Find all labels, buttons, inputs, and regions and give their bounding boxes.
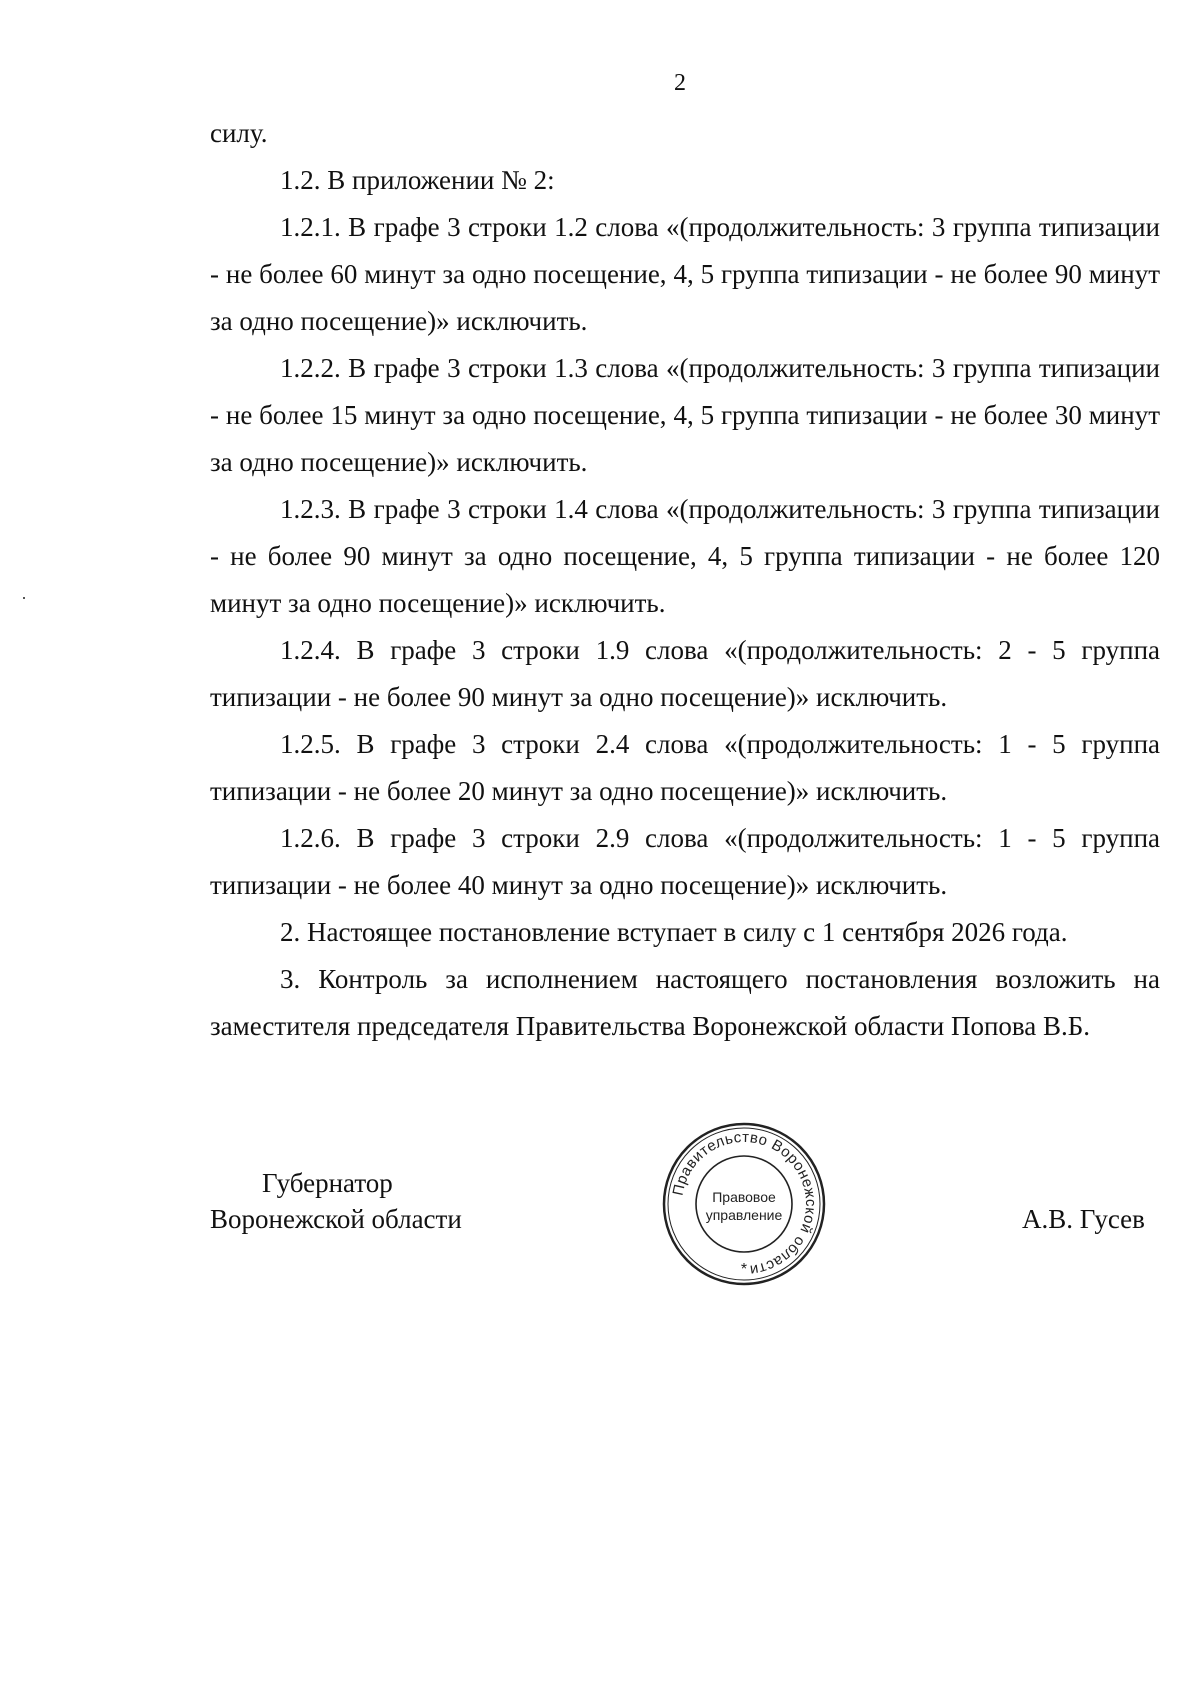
signatory-region: Воронежской области bbox=[210, 1204, 462, 1234]
stamp-inner-line2: управление bbox=[705, 1207, 783, 1223]
paragraph-1-2-4: 1.2.4. В графе 3 строки 1.9 слова «(продолжительность: 2 - 5 группа типизации - не более 90 минут за одно посещение)» исключить. bbox=[210, 635, 1160, 712]
stamp-star-mark: * bbox=[740, 1261, 748, 1278]
signatory-name: А.В. Гусев bbox=[1022, 1204, 1145, 1234]
signatory-title: Губернатор bbox=[262, 1168, 393, 1198]
page-number: 2 bbox=[674, 70, 686, 96]
signatory-position bbox=[210, 1165, 462, 1237]
paragraph-1-2-6: 1.2.6. В графе 3 строки 2.9 слова «(продолжительность: 1 - 5 группа типизации - не более 40 минут за одно посещение)» исключить. bbox=[210, 823, 1160, 900]
stamp-outer-text: Правительство Воронежской области bbox=[669, 1128, 820, 1279]
scan-speck bbox=[23, 597, 25, 599]
paragraph-1-2: 1.2. В приложении № 2: bbox=[280, 165, 555, 195]
official-seal-stamp bbox=[660, 1120, 828, 1288]
paragraph-3: 3. Контроль за исполнением настоящего постановления возложить на заместителя председателя Правительства Воронежской области Попова В.Б. bbox=[210, 964, 1160, 1041]
paragraph-2: 2. Настоящее постановление вступает в силу с 1 сентября 2026 года. bbox=[280, 917, 1068, 947]
document-body bbox=[210, 110, 1160, 1050]
paragraph-continuation: силу. bbox=[210, 118, 268, 148]
paragraph-1-2-1: 1.2.1. В графе 3 строки 1.2 слова «(продолжительность: 3 группа типизации - не более 60 минут за одно посещение, 4, 5 группа типизации - не более 90 минут за одно посещение)» исключить. bbox=[210, 212, 1160, 336]
paragraph-1-2-3: 1.2.3. В графе 3 строки 1.4 слова «(продолжительность: 3 группа типизации - не более 90 минут за одно посещение, 4, 5 группа типизации - не более 120 минут за одно посещение)» исключить. bbox=[210, 494, 1160, 618]
paragraph-1-2-5: 1.2.5. В графе 3 строки 2.4 слова «(продолжительность: 1 - 5 группа типизации - не более 20 минут за одно посещение)» исключить. bbox=[210, 729, 1160, 806]
stamp-inner-line1: Правовое bbox=[712, 1189, 776, 1205]
paragraph-1-2-2: 1.2.2. В графе 3 строки 1.3 слова «(продолжительность: 3 группа типизации - не более 15 минут за одно посещение, 4, 5 группа типизации - не более 30 минут за одно посещение)» исключить. bbox=[210, 353, 1160, 477]
